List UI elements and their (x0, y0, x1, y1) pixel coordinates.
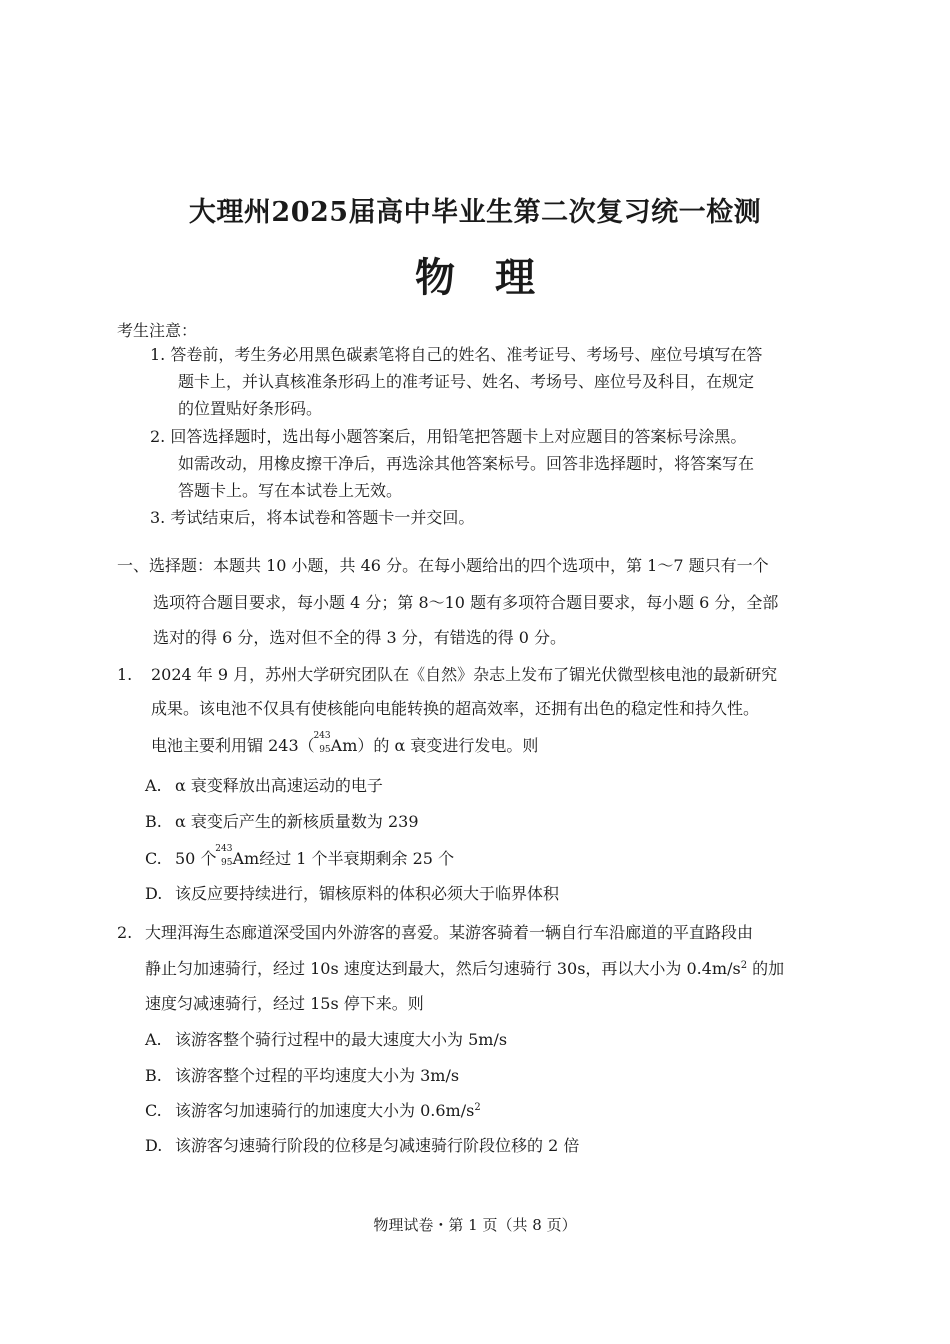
notice-item-1-line-3: 的位置贴好条形码。 (178, 399, 323, 418)
notice-item-1-line-2: 题卡上，并认真核准条形码上的准考证号、姓名、考场号、座位号及科目，在规定 (178, 372, 755, 391)
section-1-instructions-line-2: 选项符合题目要求，每小题 4 分；第 8～10 题有多项符合题目要求，每小题 6 分，全部 (153, 593, 779, 612)
question-1-stem-line-3: 电池主要利用镅 243（ 243 95 Am）的 α 衰变进行发电。则 (151, 731, 539, 755)
question-2-stem-line-1: 2. 大理洱海生态廊道深受国内外游客的喜爱。某游客骑着一辆自行车沿廊道的平直路段由 (117, 923, 754, 942)
question-2-option-b: B. 该游客整个过程的平均速度大小为 3m/s (145, 1066, 460, 1085)
notice-item-number: 2. (150, 427, 166, 446)
nuclide-notation: 243 95 (313, 731, 331, 755)
page-footer: 物理试卷・第 1 页（共 8 页） (373, 1216, 577, 1234)
notice-item-2-line-3: 答题卡上。写在本试卷上无效。 (178, 481, 403, 500)
option-letter: D. (145, 884, 163, 903)
question-1-option-b: B. α 衰变后产生的新核质量数为 239 (145, 812, 419, 831)
nuclide-notation: 243 95 (215, 844, 233, 868)
question-1-option-d: D. 该反应要持续进行，镅核原料的体积必须大于临界体积 (145, 884, 560, 903)
question-2-stem-line-3: 速度匀减速骑行，经过 15s 停下来。则 (145, 994, 424, 1013)
question-2-option-d: D. 该游客匀速骑行阶段的位移是匀减速骑行阶段位移的 2 倍 (145, 1136, 580, 1155)
question-2-stem-line-2: 静止匀加速骑行，经过 10s 速度达到最大，然后匀速骑行 30s，再以大小为 $0.4m/s^2$ 的加 (145, 959, 785, 978)
notice-item-number: 3. (150, 508, 166, 527)
question-number: 2. (117, 923, 133, 942)
notice-heading: 考生注意： (117, 321, 198, 340)
question-1-stem-line-2: 成果。该电池不仅具有使核能向电能转换的超高效率，还拥有出色的稳定性和持久性。 (151, 699, 760, 718)
option-letter: B. (145, 1066, 162, 1085)
option-letter: C. (145, 849, 162, 868)
question-1-option-c: C. 50 个 243 95 Am经过 1 个半衰期剩余 25 个 (145, 844, 455, 868)
option-letter: A. (145, 776, 162, 795)
notice-item-3-line-1: 3. 考试结束后，将本试卷和答题卡一并交回。 (150, 508, 475, 527)
question-1-option-a: A. α 衰变释放出高速运动的电子 (145, 776, 383, 795)
subject-title: 物 理 (415, 254, 535, 301)
question-2-option-c: C. 该游客匀加速骑行的加速度大小为 $0.6m/s^2$ (145, 1101, 481, 1120)
section-1-instructions-line-1: 一、选择题：本题共 10 小题，共 46 分。在每小题给出的四个选项中，第 1～7 题只有一个 (117, 556, 769, 575)
option-letter: B. (145, 812, 162, 831)
question-2-option-a: A. 该游客整个骑行过程中的最大速度大小为 5m/s (145, 1030, 508, 1049)
section-1-instructions-line-3: 选对的得 6 分，选对但不全的得 3 分，有错选的得 0 分。 (153, 628, 567, 647)
notice-item-1-line-1: 1. 答卷前，考生务必用黑色碳素笔将自己的姓名、准考证号、考场号、座位号填写在答 (150, 345, 763, 364)
question-1-stem-line-1: 1. 2024 年 9 月，苏州大学研究团队在《自然》杂志上发布了镅光伏微型核电池的最新研究 (117, 665, 778, 684)
option-letter: D. (145, 1136, 163, 1155)
option-letter: C. (145, 1101, 162, 1120)
question-number: 1. (117, 665, 133, 684)
notice-item-2-line-1: 2. 回答选择题时，选出每小题答案后，用铅笔把答题卡上对应题目的答案标号涂黑。 (150, 427, 747, 446)
exam-title: 大理州2025届高中毕业生第二次复习统一检测 (188, 197, 762, 228)
notice-item-2-line-2: 如需改动，用橡皮擦干净后，再选涂其他答案标号。回答非选择题时，将答案写在 (178, 454, 755, 473)
option-letter: A. (145, 1030, 162, 1049)
notice-item-number: 1. (150, 345, 166, 364)
